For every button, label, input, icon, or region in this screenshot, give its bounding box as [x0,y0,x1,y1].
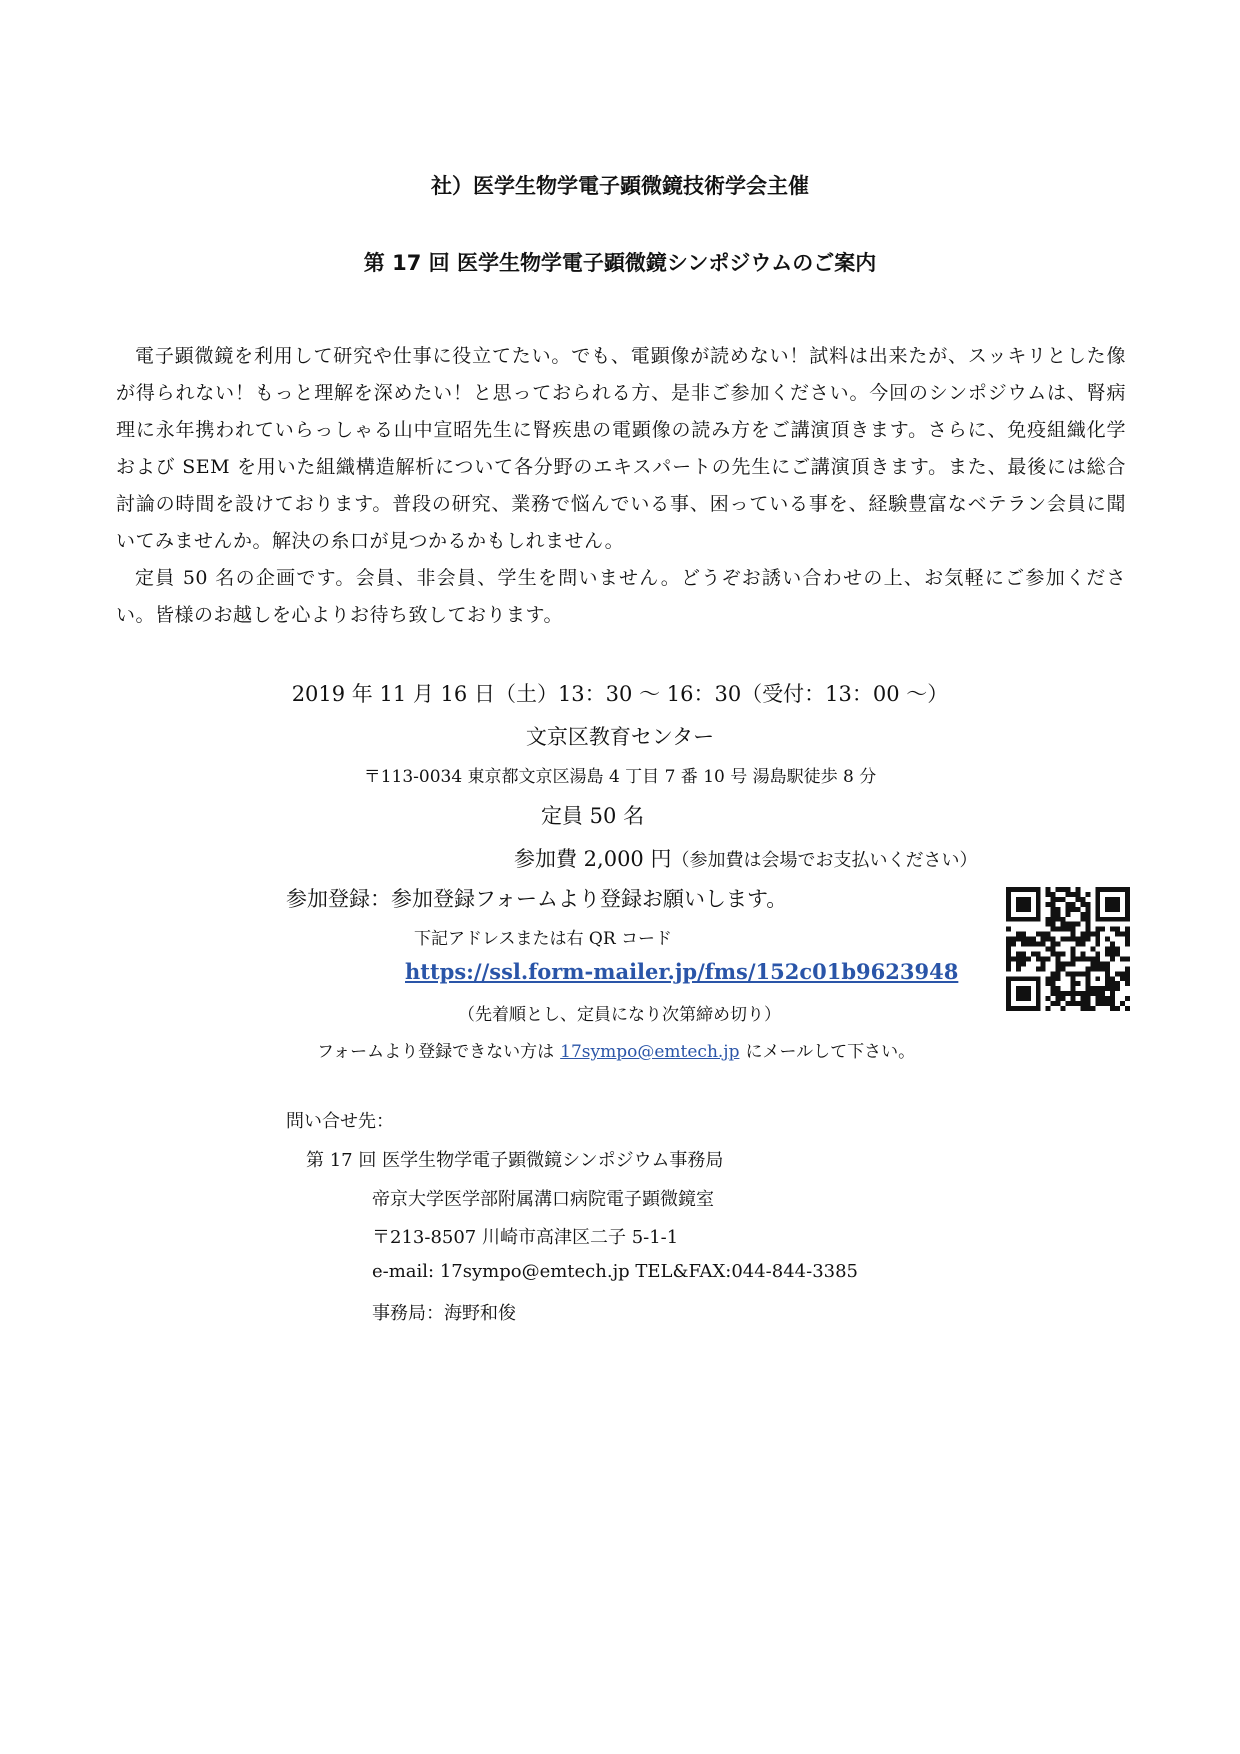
intro-paragraph-capacity: 定員 50 名の企画です。会員、非会員、学生を問いません。どうぞお誘い合わせの上、お気軽にご参加ください。皆様のお越しを心よりお待ち致しております。 [116,567,1126,626]
intro-paragraph: 電子顕微鏡を利用して研究や仕事に役立てたい。でも、電顕像が読めない！試料は出来たが、スッキリとした像が得られない！もっと理解を深めたい！と思っておられる方、是非ご参加ください。今回のシンポジウムは、腎病理に永年携われていらっしゃる山中宣昭先生に腎疾患の電顕像の読み方をご講演頂きます。さらに、免疫組織化学および SEM を用いた組織構造解析について各分野のエキスパートの先生にご講演頂きます。また、最後には総合討論の時間を設けております。普段の研究、業務で悩んでいる事、困っている事を、経験豊富なベテラン会員に聞いてみませんか。解決の糸口が見つかるかもしれません。 [116,345,1126,552]
organizer-heading: 社）医学生物学電子顕微鏡技術学会主催 [431,174,809,198]
page-title: 第 17 回 医学生物学電子顕微鏡シンポジウムのご案内 [363,251,877,275]
contact-postal: 〒213-8507 川崎市高津区二子 5-1-1 [372,1227,679,1248]
form-note-prefix: フォームより登録できない方は [317,1042,555,1062]
contact-office: 第 17 回 医学生物学電子顕微鏡シンポジウム事務局 [306,1150,724,1171]
event-venue: 文京区教育センター [525,725,715,749]
form-alternative-note [317,1037,915,1062]
contact-secretary: 事務局：海野和俊 [372,1303,516,1324]
qr-code-icon [1006,887,1130,1011]
registration-email-link[interactable]: 17sympo@emtech.jp [560,1042,740,1062]
contact-email-tel: e-mail: 17sympo@emtech.jp TEL&FAX:044-844-3385 [372,1261,859,1282]
registration-url-link[interactable]: https://ssl.form-mailer.jp/fms/152c01b9623948 [405,959,959,984]
event-fee [514,843,977,873]
contact-institution: 帝京大学医学部附属溝口病院電子顕微鏡室 [372,1189,714,1210]
registration-address-note: 下記アドレスまたは右 QR コード [414,929,673,949]
event-datetime: 2019 年 11 月 16 日（土）13：30 〜 16：30（受付：13：00 〜） [291,682,949,706]
fee-amount: 参加費 2,000 円 [514,847,672,871]
event-address: 〒113-0034 東京都文京区湯島 4 丁目 7 番 10 号 湯島駅徒歩 8 分 [363,767,877,787]
fee-note: （参加費は会場でお支払いください） [671,850,978,871]
form-note-suffix: にメールして下さい。 [745,1042,916,1062]
intro-section [116,338,1126,634]
contact-label: 問い合せ先： [286,1111,394,1132]
event-capacity: 定員 50 名 [541,804,645,828]
first-come-note: （先着順とし、定員になり次第締め切り） [458,1005,781,1025]
registration-heading: 参加登録：参加登録フォームより登録お願いします。 [286,887,788,911]
